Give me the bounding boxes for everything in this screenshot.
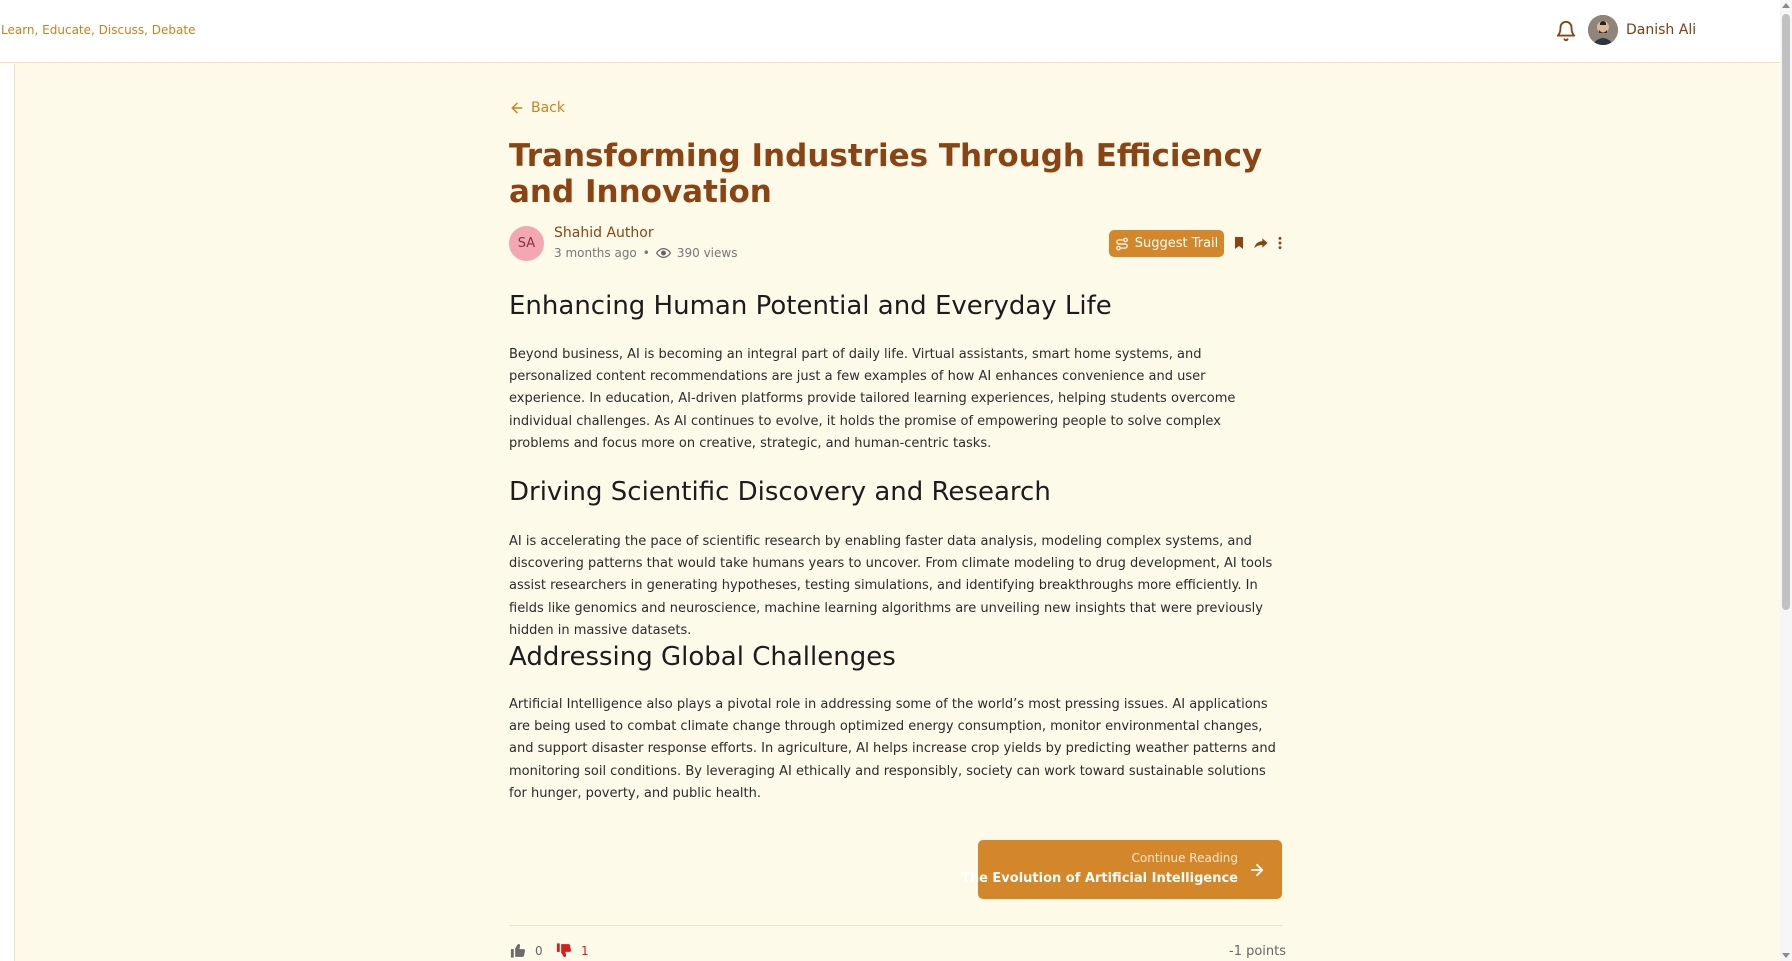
bell-icon[interactable]: [1555, 19, 1577, 43]
eye-icon: [656, 247, 671, 259]
suggest-trail-label: Suggest Trail: [1134, 236, 1219, 251]
share-icon[interactable]: [1253, 235, 1269, 251]
meta-separator: •: [642, 246, 650, 260]
user-avatar-image: [1588, 15, 1618, 45]
like-button[interactable]: [509, 942, 543, 959]
arrow-right-icon: [1248, 861, 1266, 879]
arrow-left-icon: [509, 100, 525, 116]
dislike-button[interactable]: [555, 942, 589, 959]
scroll-up-icon[interactable]: [1782, 3, 1790, 8]
section-body-2: AI is accelerating the pace of scientific research by enabling faster data analysis, modeling complex systems, and discovering patterns that would take humans years to uncover. From climate modeling to drug development, AI tools assist researchers in generating hypotheses, testing simulations, and identifying breakthroughs more efficiently. In fields like genomics and neuroscience, machine learning algorithms are unveiling new insights that were previously hidden in massive datasets.: [509, 534, 1273, 638]
next-article-title: The Evolution of Artificial Intelligence: [960, 871, 1238, 886]
scroll-thumb[interactable]: [1782, 14, 1790, 610]
thumbs-down-icon: [555, 942, 573, 959]
points-total: -1 points: [1229, 944, 1287, 959]
view-count: 390 views: [676, 246, 738, 260]
continue-reading-label: Continue Reading: [1131, 851, 1238, 865]
section-heading-1: Enhancing Human Potential and Everyday Life: [509, 291, 1112, 321]
back-button[interactable]: [509, 100, 565, 116]
article-title: Transforming Industries Through Efficiency and Innovation: [509, 138, 1263, 210]
section-heading-3: Addressing Global Challenges: [509, 642, 896, 672]
section-heading-2: Driving Scientific Discovery and Research: [509, 477, 1051, 507]
page-scrollbar[interactable]: [1780, 0, 1792, 961]
user-avatar[interactable]: [1588, 15, 1618, 45]
author-avatar[interactable]: SA: [509, 226, 544, 261]
like-count: 0: [535, 943, 543, 958]
more-vertical-icon[interactable]: [1272, 235, 1288, 251]
scroll-down-icon[interactable]: [1782, 953, 1790, 958]
article-meta: [554, 246, 737, 260]
user-name[interactable]: Danish Ali: [1626, 22, 1697, 38]
site-tagline[interactable]: Learn, Educate, Discuss, Debate: [1, 23, 196, 37]
section-body-1: Beyond business, AI is becoming an integral part of daily life. Virtual assistants, smart home systems, and personalized content recommendations are just a few examples of how AI enhances convenience and user experience. In education, AI-driven platforms provide tailored learning experiences, helping students overcome individual challenges. As AI continues to evolve, it holds the promise of empowering people to solve complex problems and focus more on creative, strategic, and human-centric tasks.: [509, 347, 1236, 451]
post-time: 3 months ago: [554, 246, 637, 260]
top-bar: [0, 0, 1780, 63]
sidebar-edge: [0, 64, 15, 961]
thumbs-up-icon: [509, 942, 527, 959]
footer-divider: [509, 925, 1283, 926]
dislike-count: 1: [581, 943, 589, 958]
author-name[interactable]: Shahid Author: [554, 225, 654, 241]
continue-reading-button[interactable]: [960, 840, 1282, 899]
route-icon: [1115, 237, 1129, 251]
bookmark-icon[interactable]: [1231, 235, 1247, 251]
section-body-3: Artificial Intelligence also plays a pivotal role in addressing some of the world’s most pressing issues. AI applications are being used to combat climate change through optimized energy consumption, monitor environmental changes, and support disaster response efforts. In agriculture, AI helps increase crop yields by predicting weather patterns and monitoring soil conditions. By leveraging AI ethically and responsibly, society can work toward sustainable solutions for hunger, poverty, and public health.: [509, 697, 1276, 801]
back-label: Back: [531, 100, 565, 116]
suggest-trail-button[interactable]: [1109, 230, 1224, 257]
